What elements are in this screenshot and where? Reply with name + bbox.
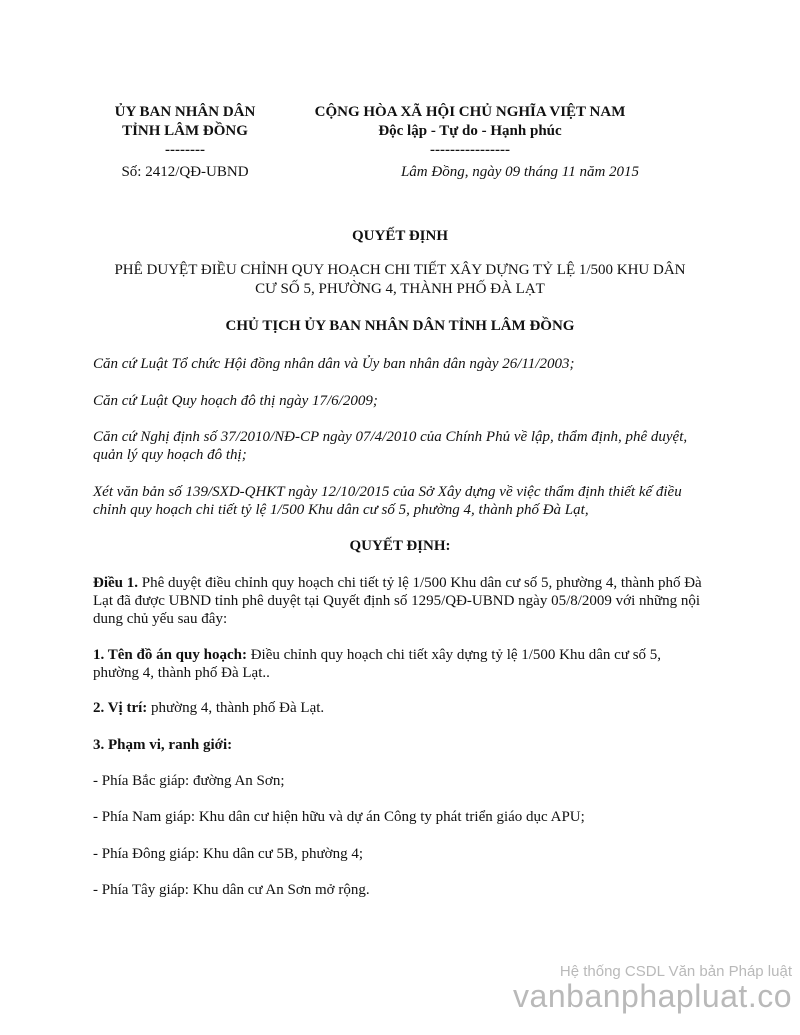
issuer-line1: ỦY BAN NHÂN DÂN xyxy=(114,104,256,120)
national-motto-block xyxy=(290,103,650,160)
issuer-line2: TỈNH LÂM ĐỒNG xyxy=(122,123,248,139)
item-2 xyxy=(93,699,705,717)
motto: Độc lập - Tự do - Hạnh phúc xyxy=(378,123,562,139)
subject-line2: CƯ SỐ 5, PHƯỜNG 4, THÀNH PHỐ ĐÀ LẠT xyxy=(255,281,545,297)
preamble-item: Căn cứ Luật Quy hoạch đô thị ngày 17/6/2009; xyxy=(93,393,378,409)
boundary-item: - Phía Bắc giáp: đường An Sơn; xyxy=(93,773,285,789)
watermark-line1: Hệ thống CSDL Văn bản Pháp luật xyxy=(559,963,792,980)
preamble-item: Căn cứ Luật Tổ chức Hội đồng nhân dân và Ủy ban nhân dân ngày 26/11/2003; xyxy=(93,356,575,372)
document-title: QUYẾT ĐỊNH xyxy=(352,228,448,244)
item-3 xyxy=(93,736,705,754)
item-1-text: Điều chỉnh quy hoạch chi tiết xây dựng tỷ lệ 1/500 Khu dân cư số 5, phường 4, thành phố Đà Lạt.. xyxy=(93,647,662,681)
item-1 xyxy=(93,646,705,682)
article-1 xyxy=(93,574,705,628)
item-2-label: 2. Vị trí: xyxy=(93,700,148,716)
boundary-item: - Phía Nam giáp: Khu dân cư hiện hữu và dự án Công ty phát triển giáo dục APU; xyxy=(93,809,585,825)
boundary-item: - Phía Đông giáp: Khu dân cư 5B, phường 4; xyxy=(93,846,363,862)
date-place: Lâm Đồng, ngày 09 tháng 11 năm 2015 xyxy=(400,164,640,180)
item-1-label: 1. Tên đồ án quy hoạch: xyxy=(93,647,247,663)
preamble-item: Xét văn bản số 139/SXD-QHKT ngày 12/10/2015 của Sở Xây dựng về việc thẩm định thiết kế điều chỉnh quy hoạch chi tiết tỷ lệ 1/500 Khu dân cư số 5, phường 4, thành phố Đà Lạt, xyxy=(93,484,682,518)
country-name: CỘNG HÒA XÃ HỘI CHỦ NGHĨA VIỆT NAM xyxy=(314,104,626,120)
item-3-label: 3. Phạm vi, ranh giới: xyxy=(93,737,233,753)
document-subject xyxy=(60,261,740,299)
watermark-line2: vanbanphapluat.co xyxy=(513,978,792,1014)
document-number: Số: 2412/QĐ-UBND xyxy=(121,164,249,180)
article-1-label: Điều 1. xyxy=(93,575,138,591)
article-1-text: Phê duyệt điều chỉnh quy hoạch chi tiết tỷ lệ 1/500 Khu dân cư số 5, phường 4, thành phố Đà Lạt đã được UBND tỉnh phê duyệt tại Quyết định số 1295/QĐ-UBND ngày 05/8/2009 với những nội dung chủ yếu sau đây: xyxy=(93,575,702,627)
issuer-divider: -------- xyxy=(165,142,205,158)
decision-heading: QUYẾT ĐỊNH: xyxy=(349,538,451,554)
preamble-item: Căn cứ Nghị định số 37/2010/NĐ-CP ngày 07/4/2010 của Chính Phủ về lập, thẩm định, phê duyệt, quản lý quy hoạch đô thị; xyxy=(93,429,688,463)
item-2-text: phường 4, thành phố Đà Lạt. xyxy=(147,700,325,716)
boundary-item: - Phía Tây giáp: Khu dân cư An Sơn mở rộng. xyxy=(93,882,370,898)
subject-line1: PHÊ DUYỆT ĐIỀU CHỈNH QUY HOẠCH CHI TIẾT XÂY DỰNG TỶ LỆ 1/500 KHU DÂN xyxy=(114,262,686,278)
authority-heading: CHỦ TỊCH ỦY BAN NHÂN DÂN TỈNH LÂM ĐỒNG xyxy=(225,318,575,334)
motto-divider: ---------------- xyxy=(430,142,510,158)
issuer-block xyxy=(100,103,270,160)
